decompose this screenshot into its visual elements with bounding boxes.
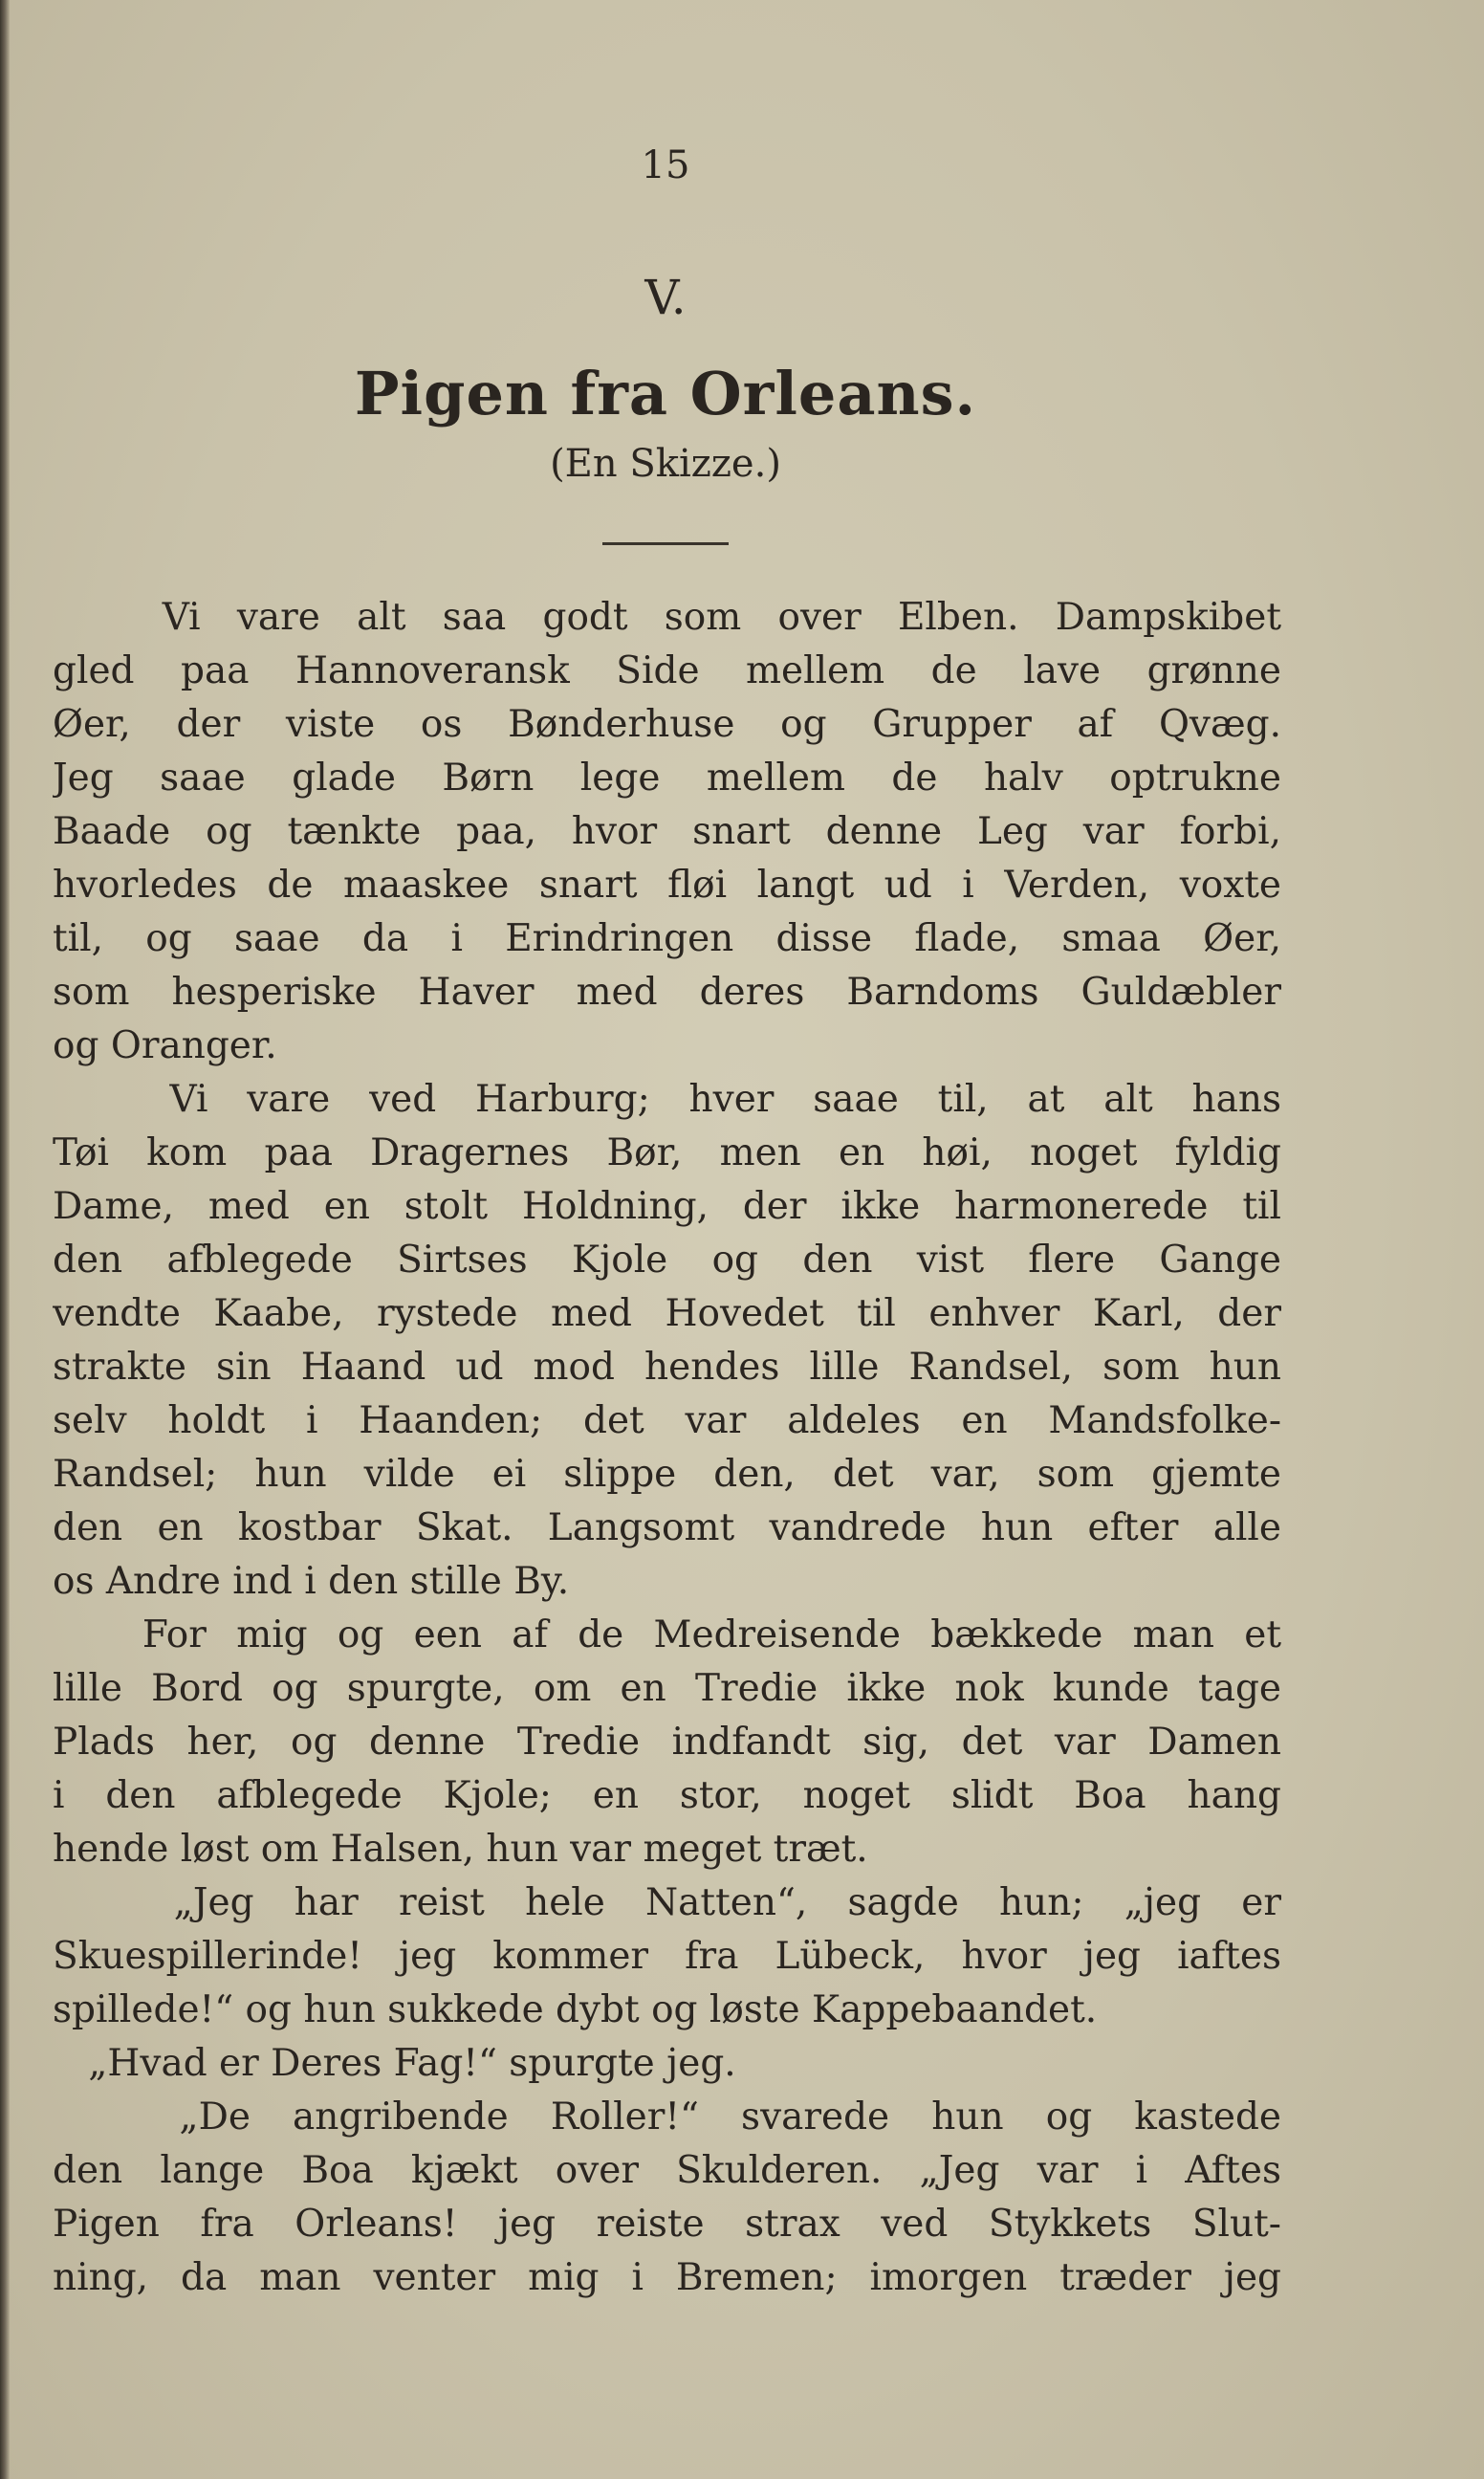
text-line: Randsel; hun vilde ei slippe den, det var, som gjemte bbox=[53, 1453, 1281, 1496]
chapter-number: V. bbox=[644, 270, 687, 325]
text-line: „Jeg har reist hele Natten“, sagde hun; „jeg er bbox=[53, 1881, 1281, 1924]
title-divider bbox=[602, 542, 729, 545]
text-line: For mig og een af de Medreisende bækkede man et bbox=[53, 1613, 1281, 1656]
text-line: Vi vare ved Harburg; hver saae til, at alt hans bbox=[53, 1078, 1281, 1121]
text-line: den en kostbar Skat. Langsomt vandrede hun efter alle bbox=[53, 1506, 1281, 1549]
page-number: 15 bbox=[641, 143, 690, 187]
text-line: hende løst om Halsen, hun var meget træt. bbox=[53, 1828, 868, 1871]
text-line: selv holdt i Haanden; det var aldeles en Mandsfolke- bbox=[53, 1399, 1281, 1442]
text-line: „Hvad er Deres Fag!“ spurgte jeg. bbox=[53, 2042, 736, 2085]
text-line: os Andre ind i den stille By. bbox=[53, 1560, 570, 1603]
text-line: som hesperiske Haver med deres Barndoms Guldæbler bbox=[53, 971, 1281, 1014]
text-line: Dame, med en stolt Holdning, der ikke harmonerede til bbox=[53, 1185, 1281, 1228]
text-line: Jeg saae glade Børn lege mellem de halv optrukne bbox=[53, 757, 1281, 800]
text-line: „De angribende Roller!“ svarede hun og kastede bbox=[53, 2095, 1281, 2139]
text-line: vendte Kaabe, rystede med Hovedet til enhver Karl, der bbox=[53, 1292, 1281, 1335]
text-line: spillede!“ og hun sukkede dybt og løste Kappebaandet. bbox=[53, 1988, 1098, 2031]
text-line: den afblegede Sirtses Kjole og den vist flere Gange bbox=[53, 1239, 1281, 1282]
text-line: i den afblegede Kjole; en stor, noget slidt Boa hang bbox=[53, 1774, 1281, 1817]
text-line: den lange Boa kjækt over Skulderen. „Jeg var i Aftes bbox=[53, 2149, 1281, 2192]
text-line: og Oranger. bbox=[53, 1024, 277, 1067]
text-line: Øer, der viste os Bønderhuse og Grupper af Qvæg. bbox=[53, 703, 1281, 746]
chapter-subtitle: (En Skizze.) bbox=[550, 442, 781, 486]
text-line: Vi vare alt saa godt som over Elben. Dampskibet bbox=[53, 596, 1281, 639]
text-line: strakte sin Haand ud mod hendes lille Randsel, som hun bbox=[53, 1346, 1281, 1389]
text-line: Baade og tænkte paa, hvor snart denne Leg var forbi, bbox=[53, 810, 1281, 853]
body-text bbox=[53, 591, 1281, 2305]
text-line: Plads her, og denne Tredie indfandt sig, det var Damen bbox=[53, 1721, 1281, 1764]
chapter-title: Pigen fra Orleans. bbox=[354, 359, 977, 428]
text-line: Skuespillerinde! jeg kommer fra Lübeck, hvor jeg iaftes bbox=[53, 1935, 1281, 1978]
text-line: Tøi kom paa Dragernes Bør, men en høi, noget fyldig bbox=[53, 1131, 1281, 1174]
text-line: lille Bord og spurgte, om en Tredie ikke nok kunde tage bbox=[53, 1667, 1281, 1710]
text-line: ning, da man venter mig i Bremen; imorgen træder jeg bbox=[53, 2256, 1281, 2299]
text-line: Pigen fra Orleans! jeg reiste strax ved Stykkets Slut- bbox=[53, 2203, 1281, 2246]
text-line: hvorledes de maaskee snart fløi langt ud i Verden, voxte bbox=[53, 864, 1281, 907]
text-line: gled paa Hannoveransk Side mellem de lave grønne bbox=[53, 649, 1281, 692]
text-line: til, og saae da i Erindringen disse flade, smaa Øer, bbox=[53, 917, 1281, 960]
